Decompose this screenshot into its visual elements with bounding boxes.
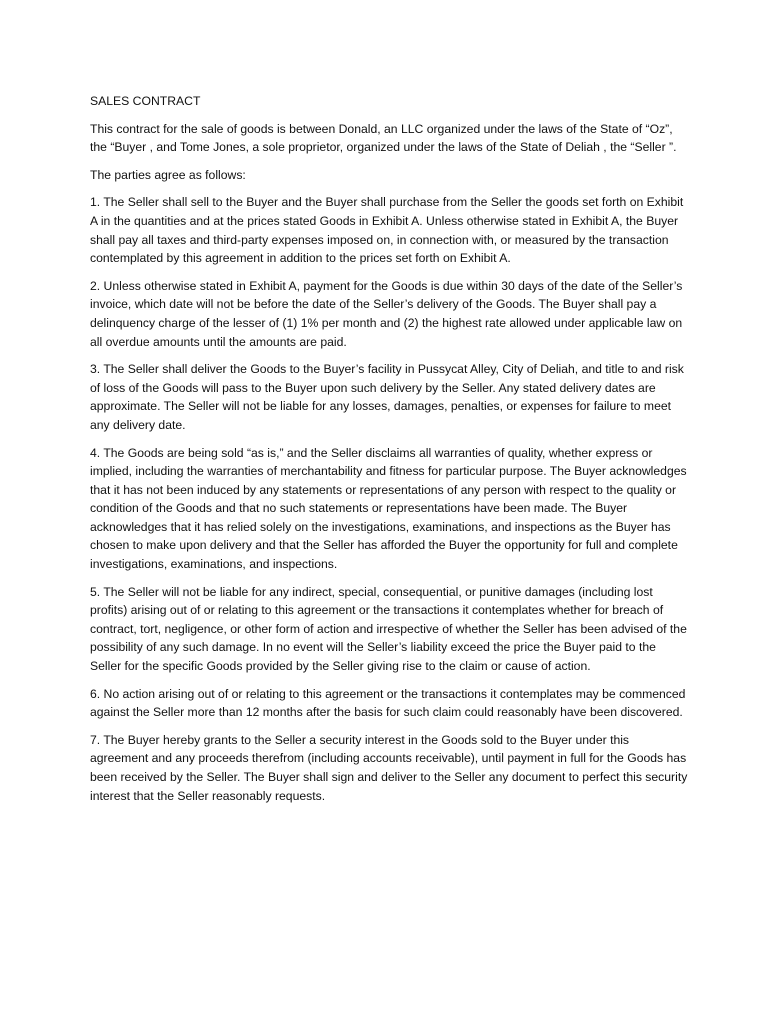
clause-3: 3. The Seller shall deliver the Goods to the Buyer’s facility in Pussycat Alley, City of Deliah, and title to and risk of loss of the Goods will pass to the Buyer upon such delivery by the Seller. Any stated delivery dates are approximate. The Seller will not be liable for any losses, damages, penalties, or expenses for failure to meet any delivery date. xyxy=(90,362,684,432)
agreement-lead-in: The parties agree as follows: xyxy=(90,167,246,182)
clause-7: 7. The Buyer hereby grants to the Seller a security interest in the Goods sold to the Buyer under this agreement and any proceeds therefrom (including accounts receivable), until payment in full for the Goods has been received by the Seller. The Buyer shall sign and deliver to the Seller any document to perfect this security interest that the Seller reasonably requests. xyxy=(90,732,688,803)
document-title: SALES CONTRACT xyxy=(90,94,201,108)
document-page xyxy=(90,92,690,814)
clause-5: 5. The Seller will not be liable for any indirect, special, consequential, or punitive damages (including lost profits) arising out of or relating to this agreement or the transactions it contemplates whether for breach of contract, tort, negligence, or other form of action and irrespective of whether the Seller has been advised of the possibility of any such damage. In no event will the Seller’s liability exceed the price the Buyer paid to the Seller for the specific Goods provided by the Seller giving rise to the claim or cause of action. xyxy=(90,584,687,674)
clause-4: 4. The Goods are being sold “as is,” and the Seller disclaims all warranties of quality, whether express or implied, including the warranties of merchantability and fitness for particular purpose. The Buyer acknowledges that it has not been induced by any statements or representations of any person with respect to the quality or condition of the Goods and that no such statements or representations have been made. The Buyer acknowledges that it has relied solely on the investigations, examinations, and inspections as the Buyer has chosen to make upon delivery and that the Seller has afforded the Buyer the opportunity for full and complete investigations, examinations, and inspections. xyxy=(90,445,687,572)
clause-2: 2. Unless otherwise stated in Exhibit A, payment for the Goods is due within 30 days of the date of the Seller’s invoice, which date will not be before the date of the Seller’s delivery of the Goods. The Buyer shall pay a delinquency charge of the lesser of (1) 1% per month and (2) the highest rate allowed under applicable law on all overdue amounts until the amounts are paid. xyxy=(90,278,683,349)
intro-paragraph: This contract for the sale of goods is between Donald, an LLC organized under the laws of the State of “Oz”, the “Buyer , and Tome Jones, a sole proprietor, organized under the laws of the State of Deliah , the “Seller ”. xyxy=(90,121,677,155)
clause-1: 1. The Seller shall sell to the Buyer and the Buyer shall purchase from the Seller the goods set forth on Exhibit A in the quantities and at the prices stated Goods in Exhibit A. Unless otherwise stated in Exhibit A, the Buyer shall pay all taxes and third-party expenses imposed on, in connection with, or measured by the transaction contemplated by this agreement in addition to the prices set forth on Exhibit A. xyxy=(90,195,684,266)
clause-6: 6. No action arising out of or relating to this agreement or the transactions it contemplates may be commenced against the Seller more than 12 months after the basis for such claim could reasonably have been discovered. xyxy=(90,686,686,720)
